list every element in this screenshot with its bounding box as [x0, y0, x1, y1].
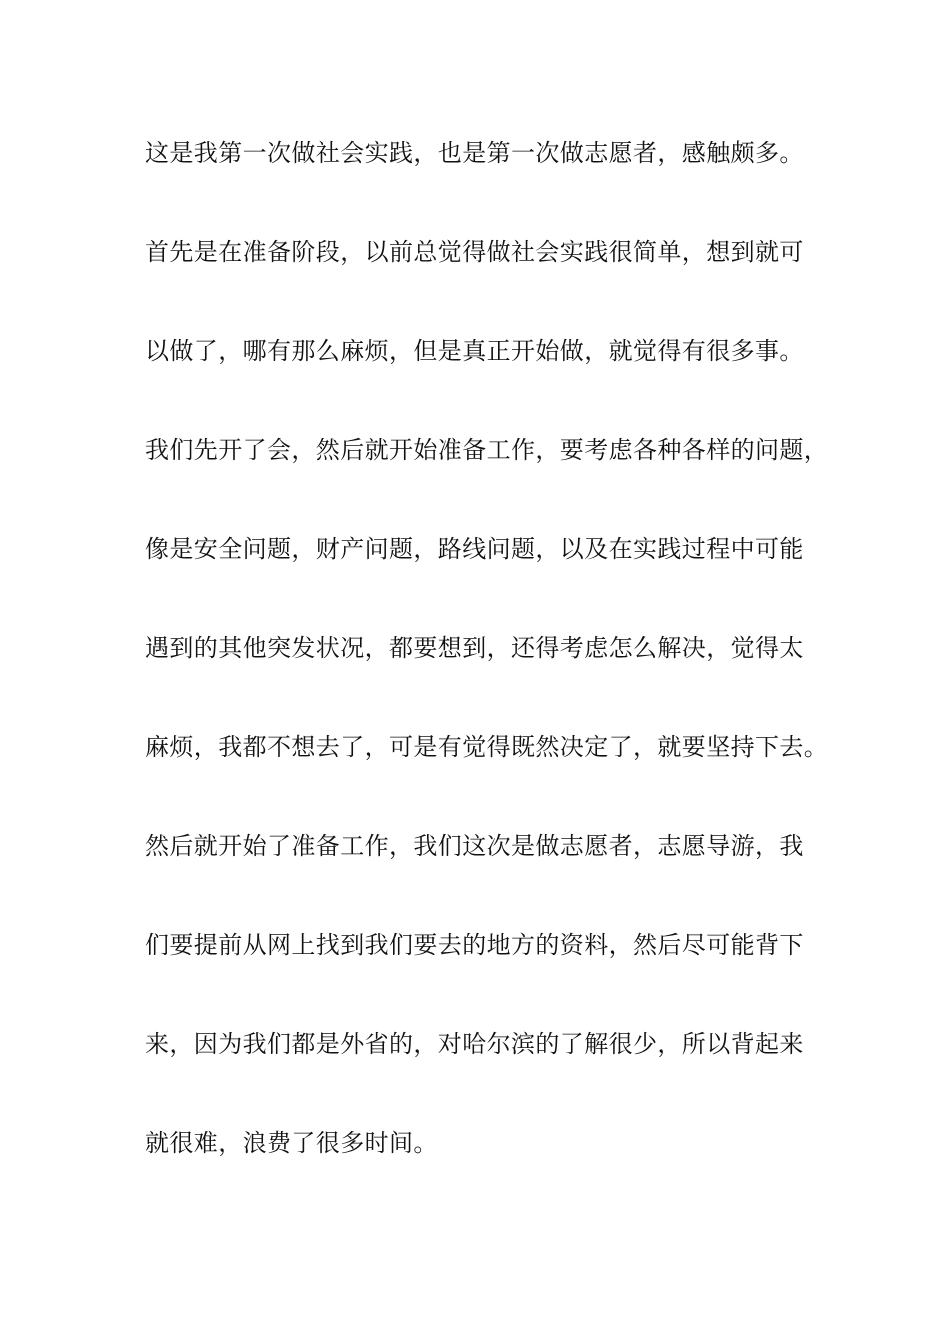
text-line-4: 我们先开了会，然后就开始准备工作，要考虑各种各样的问题，: [145, 436, 829, 464]
text-line-2: 首先是在准备阶段，以前总觉得做社会实践很简单，想到就可: [145, 238, 804, 266]
text-line-10: 来，因为我们都是外省的，对哈尔滨的了解很少，所以背起来: [145, 1030, 804, 1058]
text-line-8: 然后就开始了准备工作，我们这次是做志愿者，志愿导游，我: [145, 832, 804, 860]
text-line-5: 像是安全问题，财产问题，路线问题，以及在实践过程中可能: [145, 535, 804, 563]
text-line-1: 这是我第一次做社会实践，也是第一次做志愿者，感触颇多。: [145, 139, 804, 167]
text-line-6: 遇到的其他突发状况，都要想到，还得考虑怎么解决，觉得太: [145, 634, 804, 662]
text-line-7: 麻烦，我都不想去了，可是有觉得既然决定了，就要坚持下去。: [145, 733, 829, 761]
text-line-3: 以做了，哪有那么麻烦，但是真正开始做，就觉得有很多事。: [145, 337, 804, 365]
document-body: [145, 127, 835, 1216]
text-line-11: 就很难，浪费了很多时间。: [145, 1129, 438, 1157]
text-line-9: 们要提前从网上找到我们要去的地方的资料，然后尽可能背下: [145, 931, 804, 959]
